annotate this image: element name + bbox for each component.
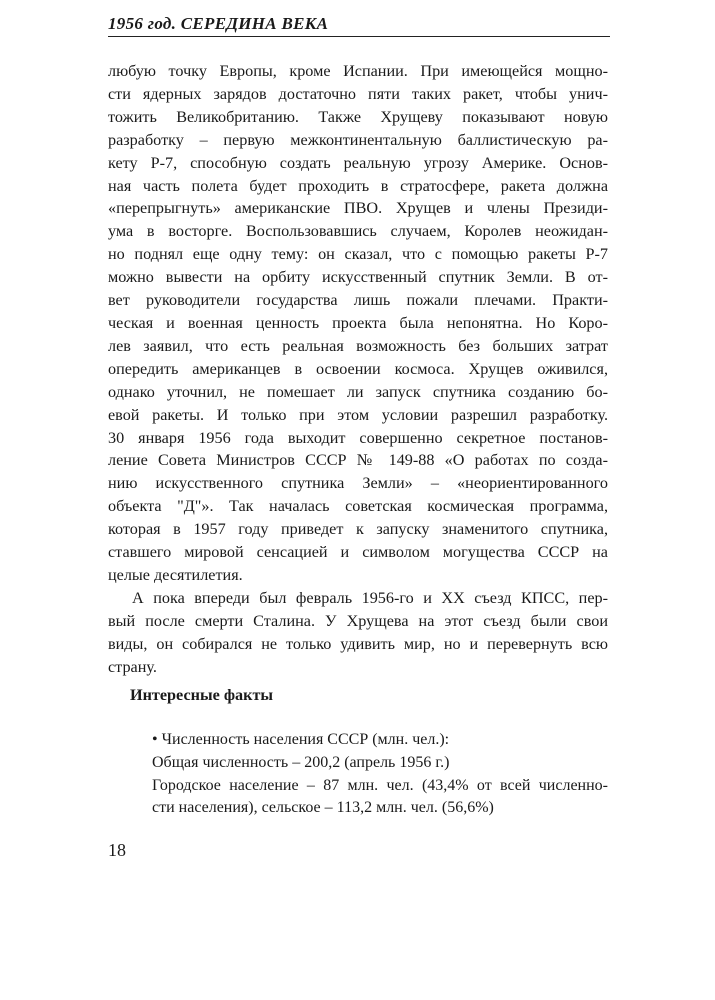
body-text (108, 60, 608, 678)
body-line: объекта "Д"». Так началась советская космическая программа, (108, 497, 608, 516)
body-line: лев заявил, что есть реальная возможность без больших затрат (108, 336, 608, 355)
body-line: кету Р-7, способную создать реальную угрозу Америке. Основ- (108, 153, 608, 172)
body-line: вет руководители государства лишь пожали плечами. Практи- (108, 291, 608, 310)
fact-line: Общая численность – 200,2 (апрель 1956 г.) (152, 753, 450, 771)
body-line: 30 января 1956 года выходит совершенно секретное постанов- (108, 428, 608, 447)
body-line: тожить Великобританию. Также Хрущеву показывают новую (108, 107, 608, 126)
fact-line: сти населения), сельское – 113,2 млн. чел. (56,6%) (152, 799, 494, 817)
body-line: ставшего мировой сенсацией и символом могущества СССР на (108, 543, 608, 562)
facts-list (152, 729, 608, 820)
running-header-title: 1956 год. СЕРЕДИНА ВЕКА (108, 14, 329, 33)
running-header (108, 14, 610, 37)
body-line: ума в восторге. Воспользовавшись случаем, Королев неожидан- (108, 222, 608, 241)
body-line: которая в 1957 году приведет к запуску знаменитого спутника, (108, 520, 608, 539)
fact-line: • Численность населения СССР (млн. чел.): (152, 731, 450, 748)
body-line: можно вывести на орбиту искусственный спутник Земли. В от- (108, 268, 608, 287)
fact-line: Городское население – 87 млн. чел. (43,4% от всей численно- (152, 776, 608, 794)
section-heading: Интересные факты (130, 686, 274, 704)
body-line: разработку – первую межконтинентальную баллистическую ра- (108, 130, 608, 149)
body-line: однако уточнил, не помешает ли запуск спутника созданию бо- (108, 382, 608, 401)
body-line: сти ядерных зарядов достаточно пяти таких ракет, чтобы унич- (108, 84, 608, 103)
body-line: А пока впереди был февраль 1956-го и XX съезд КПСС, пер- (132, 588, 608, 607)
body-line: виды, он собирался не только удивить мир, но и перевернуть всю (108, 634, 608, 653)
body-line: евой ракеты. И только при этом условии разрешил разработку. (108, 405, 608, 424)
page-number: 18 (108, 840, 126, 860)
body-line: любую точку Европы, кроме Испании. При имеющейся мощно- (108, 62, 608, 80)
body-line: опередить американцев в освоении космоса. Хрущев оживился, (108, 359, 608, 378)
body-line: целые десятилетия. (108, 565, 243, 584)
body-line: ческая и военная ценность проекта была непонятна. Но Коро- (108, 313, 608, 332)
body-line: ная часть полета будет проходить в стратосфере, ракета должна (108, 176, 608, 195)
body-line: ление Совета Министров СССР № 149-88 «О работах по созда- (108, 451, 608, 470)
body-line: но поднял еще одну тему: он сказал, что с помощью ракеты Р-7 (108, 245, 608, 264)
body-line: «перепрыгнуть» американские ПВО. Хрущев и члены Президи- (108, 199, 608, 218)
body-line: нию искусственного спутника Земли» – «неориентированного (108, 474, 608, 493)
body-line: вый после смерти Сталина. У Хрущева на этот съезд были свои (108, 611, 608, 630)
body-line: страну. (108, 657, 157, 676)
